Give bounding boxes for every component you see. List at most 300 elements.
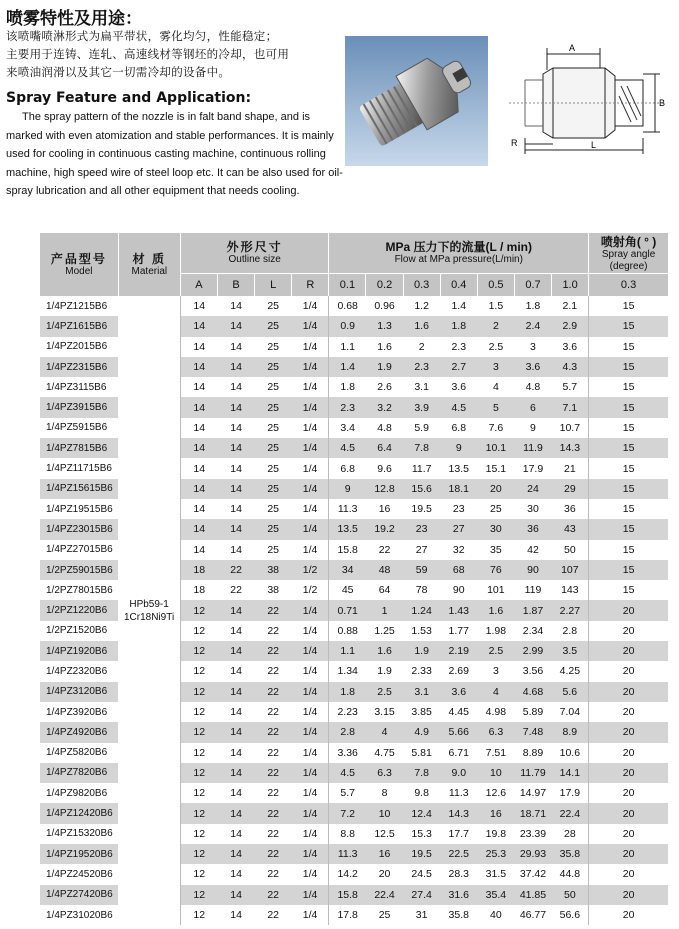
table-cell: 4 xyxy=(366,722,403,742)
table-cell: 48 xyxy=(366,560,403,580)
table-cell: 9.8 xyxy=(414,787,429,800)
table-cell: 43 xyxy=(552,519,589,539)
table-cell: 3.36 xyxy=(329,743,366,763)
table-cell: 3 xyxy=(492,665,499,678)
table-cell: 4.75 xyxy=(374,746,395,759)
table-cell: 9.6 xyxy=(377,462,392,475)
table-cell: 31 xyxy=(415,909,428,922)
table-cell: 1.6 xyxy=(366,641,403,661)
table-cell: 14 xyxy=(218,397,255,417)
table-cell: 13.5 xyxy=(448,462,469,475)
table-cell: 15 xyxy=(589,418,668,438)
table-cell: 2.5 xyxy=(488,340,504,353)
table-cell: 2.6 xyxy=(377,381,392,394)
table-cell: 1/4 xyxy=(292,722,329,742)
angle-header xyxy=(589,233,668,274)
table-cell: 20 xyxy=(589,824,668,844)
table-cell: 25 xyxy=(378,909,391,922)
table-cell: 2.69 xyxy=(448,665,469,678)
table-cell: 12 xyxy=(180,682,217,702)
table-cell: 7.8 xyxy=(403,763,440,783)
model-cell: 1/4PZ27015B6 xyxy=(46,544,113,556)
table-cell: 1/4 xyxy=(292,397,329,417)
table-cell: 12 xyxy=(180,844,217,864)
outline-header xyxy=(180,233,328,274)
table-cell: 1/4 xyxy=(302,340,318,353)
table-cell: 1/4 xyxy=(302,787,318,800)
description-cn-line: 该喷嘴喷淋形式为扁平带状，雾化均匀，性能稳定； xyxy=(6,29,278,43)
table-cell: 90 xyxy=(452,584,465,597)
description-cn xyxy=(6,27,326,81)
table-cell: 14 xyxy=(230,868,242,881)
model-header xyxy=(40,233,118,296)
drawing-label-a: A xyxy=(569,43,576,53)
table-cell: 1/4 xyxy=(292,600,329,620)
table-cell: 76 xyxy=(477,560,514,580)
model-cell: 1/4PZ3920B6 xyxy=(46,706,108,718)
table-cell: 9 xyxy=(530,421,536,434)
table-cell: 0.68 xyxy=(329,296,366,316)
table-cell: 15 xyxy=(589,337,668,357)
table-cell: 1.4 xyxy=(451,300,467,313)
table-cell: 1.24 xyxy=(403,600,440,620)
table-cell: 14 xyxy=(230,706,242,719)
table-cell: 3.85 xyxy=(411,706,432,719)
table-cell: 1.53 xyxy=(411,624,432,637)
table-cell: 14 xyxy=(230,543,242,556)
table-cell: 143 xyxy=(561,584,579,597)
table-cell: 24 xyxy=(514,479,551,499)
table-cell: 17.8 xyxy=(329,905,366,925)
table-cell: 14 xyxy=(180,397,217,417)
table-cell: 5.9 xyxy=(414,421,429,434)
table-cell: 7.51 xyxy=(485,746,507,759)
table-cell: 1/4 xyxy=(292,641,329,661)
table-cell: 3.56 xyxy=(522,665,544,678)
table-cell: 2.34 xyxy=(522,624,544,637)
table-cell: 14 xyxy=(218,844,255,864)
table-cell: 9 xyxy=(440,438,477,458)
angle-col-header: 0.3 xyxy=(589,274,668,297)
table-cell: 14 xyxy=(180,316,217,336)
pressure-col-header: 0.2 xyxy=(366,274,403,297)
table-cell: 25 xyxy=(267,300,280,313)
model-cell: 1/4PZ9820B6 xyxy=(46,787,108,799)
model-cell: 1/4PZ19520B6 xyxy=(40,844,118,864)
angle-header-en: Spray angle (degree) xyxy=(601,249,656,272)
table-cell: 14.1 xyxy=(552,763,589,783)
table-cell: 15 xyxy=(589,397,668,417)
pressure-col-header: 0.3 xyxy=(403,274,440,297)
table-cell: 12 xyxy=(180,824,217,844)
table-cell: 4.25 xyxy=(559,665,581,678)
model-cell: 1/4PZ15320B6 xyxy=(46,828,113,840)
table-cell: 15 xyxy=(589,560,668,580)
table-cell: 1/4 xyxy=(292,316,329,336)
table-cell: 2.1 xyxy=(562,300,578,313)
description-en-line: spray lubrication and all other equipment that needs cooling. xyxy=(6,185,300,197)
table-cell: 2.9 xyxy=(552,316,589,336)
description-en-line: The spray pattern of the nozzle is in falt band shape, and is xyxy=(22,111,311,123)
table-cell: 1/4 xyxy=(292,479,329,499)
table-cell: 1/4 xyxy=(302,665,318,678)
model-cell: 1/2PZ78015B6 xyxy=(46,584,113,596)
table-cell: 27.4 xyxy=(403,885,440,905)
table-cell: 1.1 xyxy=(329,641,366,661)
table-cell: 8.89 xyxy=(522,746,544,759)
table-cell: 15 xyxy=(589,540,668,560)
table-cell: 78 xyxy=(415,584,428,597)
table-cell: 7.04 xyxy=(559,706,581,719)
table-cell: 5.66 xyxy=(440,722,477,742)
table-cell: 18 xyxy=(180,560,217,580)
table-cell: 1.8 xyxy=(329,377,366,397)
table-cell: 2.8 xyxy=(329,722,366,742)
table-cell: 5.81 xyxy=(411,746,432,759)
table-cell: 1.6 xyxy=(377,340,392,353)
table-cell: 1/4 xyxy=(302,624,318,637)
table-cell: 6.8 xyxy=(329,458,366,478)
table-cell: 25 xyxy=(255,438,292,458)
table-cell: 22 xyxy=(255,641,292,661)
table-cell: 3 xyxy=(477,357,514,377)
table-cell: 14 xyxy=(180,499,217,519)
table-cell: 24.5 xyxy=(411,868,432,881)
table-cell: 10 xyxy=(366,803,403,823)
drawing-label-r: R xyxy=(511,138,518,148)
table-cell: 19.8 xyxy=(485,827,507,840)
table-cell: 14 xyxy=(180,458,217,478)
table-cell: 14 xyxy=(230,381,242,394)
table-cell: 14 xyxy=(180,357,217,377)
table-cell: 14 xyxy=(218,357,255,377)
table-cell: 22.5 xyxy=(440,844,477,864)
table-cell: 1/4 xyxy=(302,300,318,313)
table-cell: 6.3 xyxy=(366,763,403,783)
table-cell: 14 xyxy=(218,600,255,620)
model-cell: 1/4PZ23015B6 xyxy=(40,519,118,539)
table-cell: 1/4 xyxy=(302,503,318,516)
table-cell: 19.5 xyxy=(411,503,432,516)
nozzle-photo xyxy=(345,36,488,166)
table-cell: 16 xyxy=(378,503,391,516)
table-cell: 1.9 xyxy=(403,641,440,661)
description-cn-line: 来喷油润滑以及其它一切需冷却的设备中。 xyxy=(6,65,231,79)
outline-header-cn: 外形尺寸 xyxy=(226,240,283,254)
table-cell: 12 xyxy=(180,621,217,641)
table-cell: 25 xyxy=(267,503,280,516)
table-cell: 1/4 xyxy=(302,746,318,759)
table-cell: 14 xyxy=(218,519,255,539)
table-cell: 2.23 xyxy=(329,702,366,722)
table-cell: 1/4 xyxy=(302,381,318,394)
table-cell: 1.2 xyxy=(414,300,429,313)
table-cell: 8.8 xyxy=(329,824,366,844)
table-cell: 1/4 xyxy=(292,885,329,905)
table-cell: 1.34 xyxy=(329,661,366,681)
table-cell: 14 xyxy=(230,624,242,637)
description-cn-line: 主要用于连铸、连轧、高速线材等钢坯的冷却，也可用 xyxy=(6,47,290,61)
table-cell: 29.93 xyxy=(514,844,551,864)
table-cell: 19.5 xyxy=(403,844,440,864)
table-cell: 14 xyxy=(218,479,255,499)
table-cell: 25 xyxy=(267,421,280,434)
table-cell: 1/4 xyxy=(292,519,329,539)
table-cell: 4.45 xyxy=(448,706,469,719)
table-cell: 12.5 xyxy=(374,827,395,840)
model-cell: 1/4PZ15615B6 xyxy=(40,479,118,499)
angle-header-cn: 喷射角( ° ) xyxy=(600,235,657,249)
model-cell: 1/4PZ7820B6 xyxy=(40,763,118,783)
table-cell: 22 xyxy=(267,827,280,840)
model-cell: 1/2PZ59015B6 xyxy=(40,560,118,580)
table-cell: 23 xyxy=(403,519,440,539)
table-cell: 42 xyxy=(527,543,539,556)
model-cell: 1/4PZ31020B6 xyxy=(46,909,113,921)
table-cell: 1.3 xyxy=(366,316,403,336)
outline-col-header: A xyxy=(180,274,217,297)
model-cell: 1/4PZ27420B6 xyxy=(40,885,118,905)
table-cell: 14 xyxy=(218,438,255,458)
table-cell: 20 xyxy=(589,905,668,925)
table-cell: 22.4 xyxy=(366,885,403,905)
table-cell: 10.1 xyxy=(477,438,514,458)
table-cell: 3.5 xyxy=(552,641,589,661)
table-cell: 14 xyxy=(180,377,217,397)
table-cell: 22 xyxy=(267,665,280,678)
table-cell: 30 xyxy=(527,503,539,516)
table-cell: 1.5 xyxy=(488,300,504,313)
table-cell: 22.4 xyxy=(552,803,589,823)
outline-col-header: L xyxy=(255,274,292,297)
model-header-cn: 产品型号 xyxy=(50,251,107,266)
model-cell: 1/4PZ5915B6 xyxy=(46,422,108,434)
table-cell: 22 xyxy=(255,682,292,702)
spec-table xyxy=(40,233,668,925)
table-cell: 7.2 xyxy=(329,803,366,823)
model-header-en: Model xyxy=(65,265,93,277)
table-cell: 6.71 xyxy=(448,746,469,759)
table-cell: 5 xyxy=(477,397,514,417)
table-cell: 14 xyxy=(218,722,255,742)
table-cell: 2.3 xyxy=(329,397,366,417)
table-cell: 22 xyxy=(230,584,242,597)
table-cell: 38 xyxy=(267,584,280,597)
table-cell: 9.0 xyxy=(440,763,477,783)
table-cell: 20 xyxy=(589,783,668,803)
table-cell: 20 xyxy=(589,682,668,702)
table-cell: 12 xyxy=(180,641,217,661)
table-cell: 1.6 xyxy=(403,316,440,336)
table-cell: 4.3 xyxy=(552,357,589,377)
table-cell: 22 xyxy=(255,803,292,823)
table-cell: 15 xyxy=(589,316,668,336)
outline-col-header: R xyxy=(292,274,329,297)
table-cell: 6.8 xyxy=(451,421,467,434)
flow-header-en: Flow at MPa pressure(L/min) xyxy=(394,254,523,265)
table-cell: 1/4 xyxy=(292,438,329,458)
table-cell: 22 xyxy=(267,624,280,637)
table-cell: 14.97 xyxy=(519,787,547,800)
table-cell: 14 xyxy=(230,503,242,516)
table-cell: 1.8 xyxy=(329,682,366,702)
table-cell: 12 xyxy=(180,885,217,905)
table-cell: 4.9 xyxy=(403,722,440,742)
table-cell: 12 xyxy=(180,661,217,681)
pressure-col-header: 1.0 xyxy=(552,274,589,297)
table-cell: 25 xyxy=(490,503,502,516)
table-cell: 8 xyxy=(381,787,388,800)
table-cell: 14 xyxy=(180,337,217,357)
table-cell: 17.9 xyxy=(522,462,544,475)
table-cell: 22 xyxy=(255,844,292,864)
table-cell: 20 xyxy=(589,661,668,681)
table-cell: 3.6 xyxy=(451,381,467,394)
table-cell: 107 xyxy=(552,560,589,580)
table-cell: 20 xyxy=(589,743,668,763)
table-cell: 16 xyxy=(366,844,403,864)
table-cell: 4 xyxy=(477,682,514,702)
table-cell: 1/2 xyxy=(302,584,318,597)
description-en-line: marked with even atomization and stable performances. It is mainly xyxy=(6,129,334,142)
table-cell: 25 xyxy=(255,479,292,499)
table-cell: 14 xyxy=(230,827,242,840)
table-cell: 64 xyxy=(378,584,391,597)
model-cell: 1/4PZ7815B6 xyxy=(40,438,118,458)
table-cell: 14 xyxy=(230,909,242,922)
table-cell: 1.4 xyxy=(329,357,366,377)
table-cell: 22 xyxy=(218,560,255,580)
model-cell: 1/2PZ1520B6 xyxy=(46,625,108,637)
table-cell: 25 xyxy=(255,357,292,377)
table-cell: 22 xyxy=(255,722,292,742)
table-cell: 2.8 xyxy=(562,624,578,637)
table-cell: 6 xyxy=(514,397,551,417)
table-cell: 2.33 xyxy=(411,665,432,678)
table-cell: 4.68 xyxy=(514,682,551,702)
table-cell: 4.5 xyxy=(329,438,366,458)
table-cell: 5.7 xyxy=(329,783,366,803)
table-cell: 1/4 xyxy=(292,803,329,823)
drawing-label-l: L xyxy=(591,140,597,150)
pressure-col-header: 0.5 xyxy=(477,274,514,297)
table-cell: 14 xyxy=(218,803,255,823)
table-cell: 6.3 xyxy=(477,722,514,742)
table-cell: 20 xyxy=(589,864,668,884)
table-cell: 1/4 xyxy=(292,357,329,377)
table-cell: 1/4 xyxy=(302,909,318,922)
table-cell: 15 xyxy=(589,479,668,499)
table-cell: 1/4 xyxy=(302,543,318,556)
table-row xyxy=(40,296,668,316)
table-cell: 22 xyxy=(255,885,292,905)
material-cell: HPb59-1 1Cr18Ni9Ti xyxy=(123,598,175,623)
table-cell: 34 xyxy=(329,560,366,580)
table-cell: 10.6 xyxy=(559,746,581,759)
table-cell: 35.8 xyxy=(552,844,589,864)
table-cell: 12 xyxy=(180,702,217,722)
table-cell: 3.4 xyxy=(329,418,366,438)
table-cell: 3.6 xyxy=(514,357,551,377)
table-cell: 40 xyxy=(490,909,502,922)
table-cell: 0.88 xyxy=(329,621,366,641)
table-cell: 3 xyxy=(530,340,536,353)
table-cell: 1/4 xyxy=(292,682,329,702)
table-cell: 50 xyxy=(564,543,576,556)
table-cell: 14 xyxy=(230,746,242,759)
table-cell: 14 xyxy=(230,340,242,353)
table-cell: 0.71 xyxy=(329,600,366,620)
table-cell: 25.3 xyxy=(477,844,514,864)
table-cell: 4.5 xyxy=(329,763,366,783)
table-cell: 4 xyxy=(492,381,499,394)
table-cell: 3.1 xyxy=(414,381,429,394)
table-cell: 8.9 xyxy=(552,722,589,742)
table-cell: 12.4 xyxy=(403,803,440,823)
table-cell: 15.8 xyxy=(329,540,366,560)
table-cell: 25 xyxy=(267,462,280,475)
table-cell: 35.4 xyxy=(477,885,514,905)
table-cell: 45 xyxy=(329,580,366,600)
table-cell: 11.3 xyxy=(448,787,469,800)
table-cell: 4.8 xyxy=(525,381,541,394)
table-cell: 18.1 xyxy=(440,479,477,499)
table-cell: 14 xyxy=(230,787,242,800)
model-cell: 1/4PZ5820B6 xyxy=(46,747,108,759)
table-cell: 15 xyxy=(589,357,668,377)
table-cell: 1/4 xyxy=(292,763,329,783)
table-cell: 4.98 xyxy=(485,706,507,719)
table-cell: 25 xyxy=(255,519,292,539)
table-cell: 12 xyxy=(180,905,217,925)
table-cell: 25 xyxy=(267,543,280,556)
model-cell: 1/4PZ2315B6 xyxy=(40,357,118,377)
table-cell: 14 xyxy=(180,296,217,316)
flow-header xyxy=(329,233,589,274)
model-cell: 1/4PZ11715B6 xyxy=(46,463,112,475)
table-cell: 22 xyxy=(378,543,391,556)
table-cell: 3.1 xyxy=(403,682,440,702)
dimension-drawing xyxy=(505,40,675,160)
table-cell: 5.6 xyxy=(552,682,589,702)
table-cell: 2.27 xyxy=(552,600,589,620)
table-cell: 28.3 xyxy=(448,868,469,881)
table-cell: 90 xyxy=(514,560,551,580)
table-cell: 22 xyxy=(255,763,292,783)
table-cell: 12 xyxy=(180,600,217,620)
table-cell: 14 xyxy=(230,421,242,434)
table-cell: 25 xyxy=(255,397,292,417)
table-cell: 1/2 xyxy=(292,560,329,580)
table-cell: 14 xyxy=(218,763,255,783)
model-cell: 1/4PZ3115B6 xyxy=(46,381,107,393)
model-cell: 1/4PZ24520B6 xyxy=(46,868,113,880)
description-en-line: used for cooling in continuous casting machine, continuous rolling xyxy=(6,148,326,160)
table-cell: 59 xyxy=(403,560,440,580)
table-cell: 19.2 xyxy=(366,519,403,539)
pressure-col-header: 0.4 xyxy=(440,274,477,297)
table-cell: 12 xyxy=(180,763,217,783)
table-cell: 4.5 xyxy=(440,397,477,417)
table-cell: 14 xyxy=(218,682,255,702)
table-cell: 29 xyxy=(552,479,589,499)
table-cell: 3.6 xyxy=(440,682,477,702)
table-cell: 14.2 xyxy=(329,864,366,884)
table-cell: 15.1 xyxy=(485,462,507,475)
model-cell: 1/4PZ1215B6 xyxy=(46,300,108,312)
table-cell: 20 xyxy=(589,763,668,783)
table-cell: 14 xyxy=(230,462,242,475)
